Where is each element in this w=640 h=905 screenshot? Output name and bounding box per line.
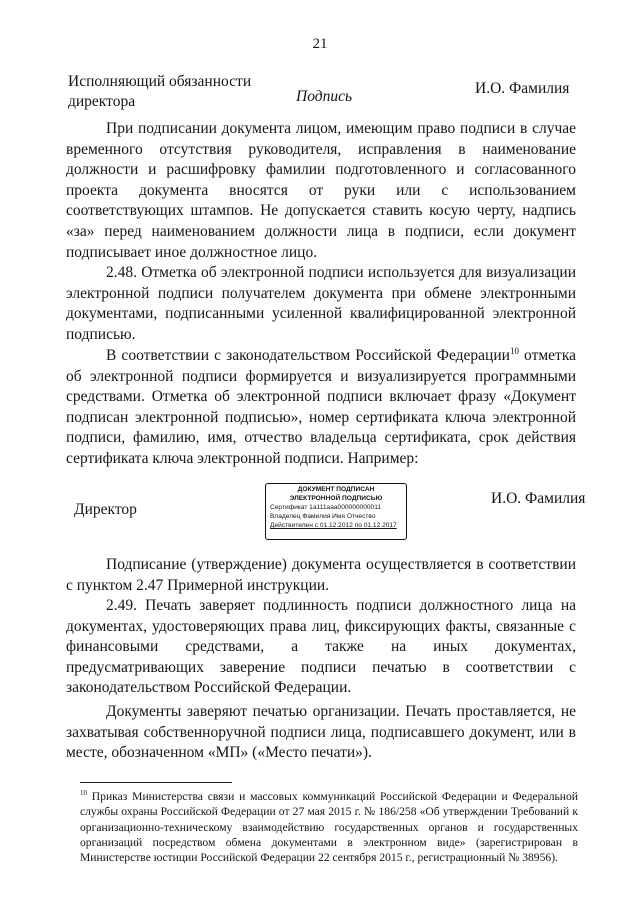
signatory-role-line-2: директора (68, 93, 136, 110)
stamp-validity: Действителен с 01.12.2012 по 01.12.2017 (270, 522, 397, 529)
director-name: И.О. Фамилия (491, 490, 586, 507)
paragraph-organization-seal: Документы заверяют печатью организации. Печать проставляется, не захватывая собственноручной подписи лица, подписавшего документ, или в месте, обозначенном «МП» («Место печати»). (66, 703, 576, 762)
electronic-signature-stamp (265, 483, 407, 540)
footnote-divider (80, 782, 232, 783)
stamp-owner: Владелец Фамилия Имя Отчество (270, 513, 376, 520)
signatory-role (68, 72, 251, 112)
paragraph-text-end: отметка об электронной подписи формируется и визуализируется программными средствами. Отметка об электронной подписи включает фразу «Документ подписан электронной подписью», номер сертификата ключа электронной подписи, фамилию, имя, отчество владельца сертификата, срок действия сертификата ключа электронной подписи. Например: (66, 347, 576, 467)
stamp-certificate: Сертификат 1a111aaa000000000011 (270, 504, 382, 511)
page-number: 21 (312, 36, 328, 52)
signatory-role-line-1: Исполняющий обязанности (68, 73, 252, 90)
footnote-reference: 10 (509, 345, 519, 356)
paragraph-temporary-signatory: При подписании документа лицом, имеющим право подписи в случае временного отсутствия руководителя, исправления в наименование должности и расшифровку фамилии подготовленного и согласованного проекта документа вносятся от руки или с использованием соответствующих штампов. Не допускается ставить косую черту, надпись «за» перед наименованием должности лица в подписи, если документ подписывает иное должностное лицо. (66, 120, 576, 261)
paragraph-2-48: 2.48. Отметка об электронной подписи используется для визуализации электронной подписи получателем документа при обмене электронными документами, подписанными усиленной квалифицированной электронной подписью. (66, 264, 576, 343)
footnote-marker: 10 (80, 789, 87, 797)
signatory-name: И.О. Фамилия (475, 80, 570, 97)
footnote-text: Приказ Министерства связи и массовых коммуникаций Российской Федерации и Федеральной службы охраны Российской Федерации от 27 мая 2015 г. № 186/258 «Об утверждении Требований к организационно-техническому взаимодействию государственных органов и государственных организаций посредством обмена документами в электронном виде» (зарегистрирован в Министерстве юстиции Российской Федерации 22 сентября 2015 г., регистрационный № 38956). (80, 789, 578, 865)
paragraph-2-49: 2.49. Печать заверяет подлинность подписи должностного лица на документах, удостоверяющих права лиц, фиксирующих факты, связанные с финансовыми средствами, а также на иных документах, предусматривающих заверение подписи печатью в соответствии с законодательством Российской Федерации. (66, 597, 576, 697)
paragraph-signing-approval: Подписание (утверждение) документа осуществляется в соответствии с пунктом 2.47 Примерной инструкции. (66, 556, 576, 594)
director-role: Директор (74, 501, 137, 518)
stamp-title-line-2: ЭЛЕКТРОННОЙ ПОДПИСЬЮ (289, 495, 383, 502)
signature-placeholder: Подпись (296, 88, 353, 105)
stamp-title-line-1: ДОКУМЕНТ ПОДПИСАН (297, 486, 375, 493)
footnote (80, 786, 578, 866)
paragraph-electronic-signature-mark (66, 346, 576, 470)
paragraph-text-start: В соответствии с законодательством Российской Федерации (106, 347, 510, 364)
